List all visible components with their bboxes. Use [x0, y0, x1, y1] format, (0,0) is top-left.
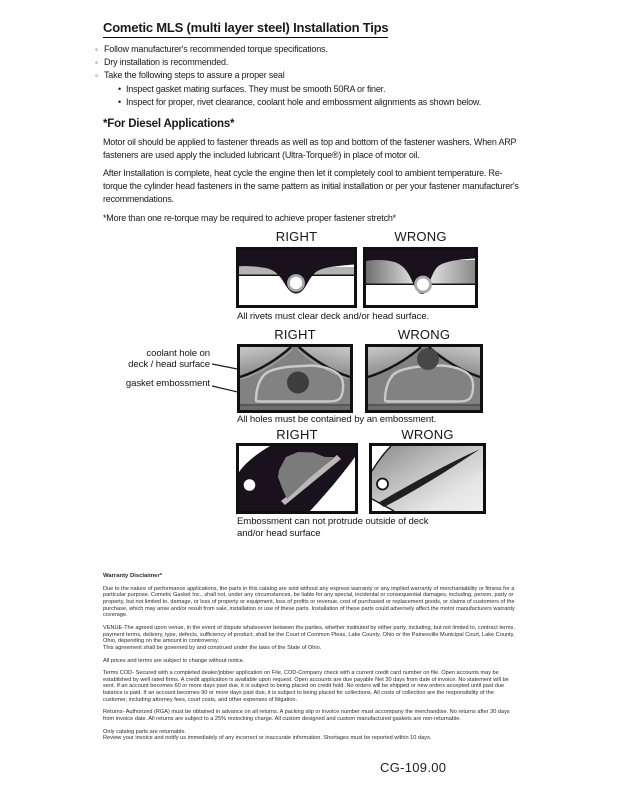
diagram-row3-wrong	[369, 443, 486, 514]
circle-bullet-icon: ◦	[95, 71, 98, 81]
diagram-row2-right	[237, 344, 353, 413]
row2-right-label: RIGHT	[274, 327, 316, 342]
bolt-hole	[244, 479, 256, 491]
dot-bullet-icon: •	[118, 83, 121, 94]
diesel-paragraph-3: *More than one re-torque may be required to achieve proper fastener stretch*	[103, 213, 396, 223]
warranty-heading: Warranty Disclaimer*	[103, 573, 163, 579]
sub-bullet-text: Inspect gasket mating surfaces. They must be smooth 50RA or finer.	[126, 83, 386, 94]
warranty-disclaimer	[103, 573, 517, 742]
warranty-paragraph: Returns- Authorized (RGA) must be obtained in advance on all returns. A packing slip or invoice number must accompany the merchandise. No returns after 30 days from invoice date. All returns are subject to a 25% restocking charge. All custom designed and custom manufactured gaskets are non-returnable.	[103, 709, 510, 723]
deck-bottom-line	[368, 404, 480, 405]
diesel-paragraph-2: After Installation is complete, heat cycle the engine then let it completely cool to ambient temperature. Re-torque the cylinder head fasteners in the same pattern as initial installation or per your fastener manufacturer's recommendations.	[103, 168, 519, 204]
bullet-item	[95, 56, 535, 69]
row1-wrong-label: WRONG	[394, 229, 447, 244]
diagram-row1-wrong	[363, 247, 478, 308]
sub-bullet-text: Inspect for proper, rivet clearance, coolant hole and embossment alignments as shown below.	[126, 96, 482, 107]
bullet-list	[95, 43, 535, 109]
rivet-icon	[416, 277, 431, 292]
row3-caption: Embossment can not protrude outside of deck and/or head surface	[237, 516, 429, 539]
warranty-paragraph: Review your invoice and notify us immediately of any incorrect or inaccurate information. Shortages must be reported within 10 days.	[103, 735, 432, 742]
bullet-text: Dry installation is recommended.	[104, 57, 229, 68]
bullet-text: Follow manufacturer's recommended torque specifications.	[104, 44, 328, 54]
callout-gasket-embossment-label: gasket embossment	[125, 378, 210, 389]
diagram-row1-right	[236, 247, 357, 308]
row3-right-label: RIGHT	[276, 427, 318, 442]
bullet-item	[95, 69, 535, 82]
sub-bullet-item	[118, 96, 535, 109]
callout-coolant-hole-label: coolant hole on deck / head surface	[128, 348, 210, 370]
rivet-icon	[289, 276, 304, 291]
coolant-hole	[417, 348, 439, 370]
diagram-row2-wrong	[365, 344, 483, 413]
row2-wrong-label: WRONG	[397, 327, 451, 342]
row2-caption: All holes must be contained by an embossment.	[237, 414, 437, 425]
page-title: Cometic MLS (multi layer steel) Installation Tips	[103, 20, 388, 38]
footer-page-code: CG-109.00	[380, 760, 447, 775]
warranty-paragraph: Due to the nature of performance applications, the parts in this catalog are sold without any express warranty or any implied warranty of merchantability or fitness for a particular purpose. Cometic Gasket Inc., shall not, under any circumstances, be liable for any special, incidental or consequential damages, including, person, party or property, but not limited to, damage, or loss of property or equipment, loss of profits or revenue, cost of purchased or replacement goods, or claims of customers of the purchase, which may arise and/or result from sale, installation or use of these parts. Installation of these parts could adversely affect the motor manufacturers warranty coverage.	[103, 585, 515, 619]
bolt-hole	[377, 479, 388, 490]
dot-bullet-icon: •	[118, 96, 121, 107]
warranty-paragraph: VENUE-The agreed upon venue, in the event of dispute whatsoever between the parties, whether instituted by either party, including, but not limited to, contract terms, payment terms, delivery, type, defects, sufficiency of product, shall be the Court of Common Pleas, Lake County, Ohio or the Painesville Municipal Court, Lake County, Ohio, depending on the amount in controversy.	[103, 624, 515, 645]
circle-bullet-icon: ◦	[95, 45, 98, 54]
diagram-row3-right	[236, 443, 358, 514]
deck-bottom-line	[240, 404, 350, 405]
deck-bottom-strip	[368, 406, 480, 411]
bullet-item	[95, 43, 535, 56]
row1-right-label: RIGHT	[275, 229, 318, 244]
warranty-paragraph: All prices and terms are subject to change without notice.	[103, 657, 245, 664]
coolant-hole	[287, 372, 309, 394]
deck-bottom-strip	[240, 406, 350, 411]
circle-bullet-icon: ◦	[95, 58, 98, 68]
row3-wrong-label: WRONG	[401, 427, 454, 442]
warranty-paragraph: This agreement shall be governed by and construed under the laws of the State of Ohio.	[103, 644, 322, 651]
bullet-text: Take the following steps to assure a proper seal	[104, 70, 285, 81]
diesel-paragraph-1: Motor oil should be applied to fastener threads as well as top and bottom of the fastener washers. When ARP fasteners are used apply the included lubricant (Ultra-Torque®) in place of motor oil.	[103, 137, 517, 160]
warranty-paragraph: Terms COD- Secured with a completed dealer/jobber application on File, COD-Company check with a current credit card number on file. Open accounts may be established by well rated firms. A credit application is available upon request. Open accounts are due payable Net 30 days from date of invoice. No statement will be sent. If an account becomes 60 or more days past due, it is subject to being placed on credit hold. No orders will be shipped or new orders accepted until past due balance is paid. If an account becomes 90 or more days past due, it is subject to being placed for collections. All costs of collection are the responsibility of the customer, including attorney fees, court costs, and other expenses of litigation.	[103, 670, 509, 703]
sub-bullet-item	[118, 83, 535, 96]
warranty-paragraph: Only catalog parts are returnable.	[103, 728, 187, 735]
diesel-heading: *For Diesel Applications*	[103, 118, 235, 130]
row1-caption: All rivets must clear deck and/or head surface.	[237, 311, 430, 322]
